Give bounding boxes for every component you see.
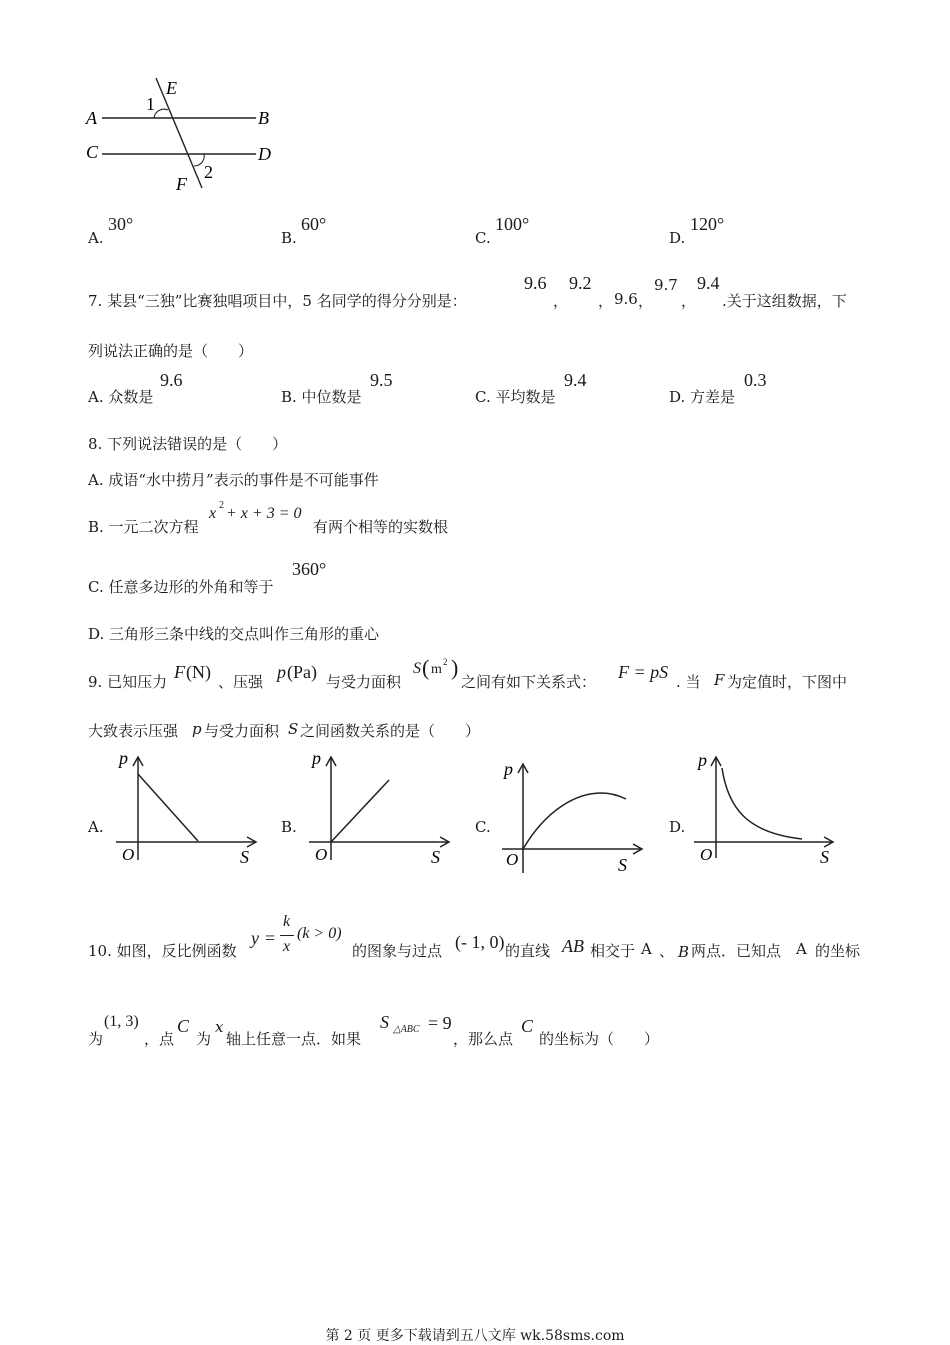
parallel-lines-figure [80, 72, 290, 197]
option-letter: C. [475, 818, 491, 836]
q7-comma-2: ， [598, 292, 614, 310]
q7-score-2: 9.2 [569, 273, 592, 293]
q10-S-value: = 9 [428, 1013, 452, 1033]
q9-p-symbol: p [277, 662, 286, 682]
x-axis-label: S [240, 847, 249, 867]
q7-line1-suffix: .关于这组数据，下 [722, 292, 847, 310]
label-f: F [176, 174, 187, 194]
q10-mid1: 的图象与过点 [352, 942, 443, 960]
q10-coord: (1, 3) [104, 1013, 139, 1030]
q9-line2-S: S [288, 720, 299, 738]
option-value: 30° [108, 214, 134, 234]
option-value: 9.4 [564, 370, 587, 390]
q9-S-unit-open: ( [422, 655, 430, 680]
q10-mid2: 的直线 [505, 942, 551, 960]
option-text-prefix: C. 任意多边形的外角和等于 [88, 578, 274, 596]
y-axis-label: p [698, 750, 707, 770]
q10-eq: = [265, 928, 276, 948]
q9-line1-F: F [714, 671, 725, 689]
option-text: D. 方差是 [669, 388, 736, 406]
option-text: A. 众数是 [88, 388, 154, 406]
q9-S-unit-close: ) [451, 655, 459, 680]
q10-mid5: 的坐标 [815, 942, 861, 960]
q10-sep: 、 [659, 942, 675, 960]
label-angle-1: 1 [146, 94, 155, 114]
q10-frac-num: k [283, 913, 291, 930]
label-b: B [258, 108, 269, 128]
q10-x: x [215, 1018, 224, 1036]
label-d: D [258, 144, 271, 164]
q7-line2: 列说法正确的是（ ） [88, 342, 254, 360]
option-letter: B. [281, 229, 297, 247]
label-angle-2: 2 [204, 162, 213, 182]
option-value: 100° [495, 214, 530, 234]
option-value: 9.6 [160, 370, 183, 390]
q10-y: y [251, 928, 259, 948]
q9-line2-a: 大致表示压强 [88, 722, 179, 740]
q10-prefix: 10. 如图，反比例函数 [88, 942, 237, 960]
line-ef [156, 78, 202, 188]
q10-A2: A [796, 940, 807, 958]
option-value: 9.5 [370, 370, 393, 390]
origin-label: O [506, 850, 519, 869]
q10-line2-b: ，点 [144, 1030, 175, 1048]
q10-S-subscript: △ABC [393, 1024, 420, 1035]
option-text: C. 平均数是 [475, 388, 556, 406]
option-value: 0.3 [744, 370, 767, 390]
option-letter: B. [281, 818, 297, 836]
q10-AB: AB [562, 936, 584, 956]
label-e: E [166, 78, 177, 98]
q9-line2-p: p [192, 720, 202, 738]
q7-comma-1: ， [553, 292, 569, 310]
page-footer: 第 2 页 更多下载请到五八文库 wk.58sms.com [325, 1328, 625, 1344]
q10-C: C [177, 1016, 190, 1036]
option-text: D. 三角形三条中线的交点叫作三角形的重心 [88, 625, 380, 643]
q9-rel-text: 之间有如下关系式： [461, 673, 597, 691]
angle-2-arc [194, 154, 204, 166]
origin-label: O [122, 845, 135, 864]
q7-line1-prefix: 7. 某县“三独”比赛独唱项目中，5 名同学的得分分别是： [88, 292, 467, 310]
q7-score-4: 9.7 [654, 276, 678, 294]
q10-line2-d: 轴上任意一点．如果 [226, 1030, 362, 1048]
x-axis-label: S [618, 855, 627, 875]
x-axis-label: S [820, 847, 829, 867]
option-text: A. 成语“水中捞月”表示的事件是不可能事件 [88, 471, 379, 489]
q9-S-symbol: S [413, 660, 421, 677]
q10-frac-bar [280, 935, 294, 936]
equation-rest: + x + 3 = 0 [226, 505, 302, 522]
q9-prefix: 9. 已知压力 [88, 673, 168, 691]
q10-mid4: 两点．已知点 [691, 942, 782, 960]
q10-line2-f: 的坐标为（ ） [539, 1030, 660, 1048]
equation-x: x [209, 505, 217, 522]
graph-curve [722, 768, 802, 839]
graph-inverse-proportion [692, 748, 842, 873]
q10-point: (- 1, 0) [455, 932, 505, 952]
option-value: 120° [690, 214, 725, 234]
label-c: C [86, 142, 99, 162]
q9-F-unit: (N) [186, 662, 211, 682]
x-axis-label: S [431, 847, 440, 867]
y-axis-label: p [119, 748, 128, 768]
q10-frac-den: x [283, 938, 291, 955]
q7-comma-4: ， [681, 292, 697, 310]
graph-linear-increasing [303, 748, 458, 873]
q9-mid: 与受力面积 [326, 673, 402, 691]
origin-label: O [700, 845, 713, 864]
y-axis-label: p [312, 748, 321, 768]
q10-mid3: 相交于 [590, 942, 636, 960]
origin-label: O [315, 845, 328, 864]
q10-line2-e: ，那么点 [453, 1030, 514, 1048]
q10-B1: B [678, 943, 690, 961]
option-letter: C. [475, 229, 491, 247]
q10-A1: A [641, 940, 652, 958]
q7-score-5: 9.4 [697, 273, 720, 293]
q10-condition: (k > 0) [297, 925, 342, 942]
q10-line2-a: 为 [88, 1030, 104, 1048]
option-letter: A. [88, 229, 104, 247]
q9-F-symbol: F [174, 662, 185, 682]
graph-curve [523, 793, 626, 849]
option-value: 360° [292, 559, 327, 579]
q9-sep1: 、压强 [218, 673, 264, 691]
q9-line2-b: 与受力面积 [204, 722, 280, 740]
q9-p-unit: (Pa) [287, 662, 317, 682]
q9-formula: F = pS [618, 662, 669, 682]
option-value: 60° [301, 214, 327, 234]
q10-C2: C [521, 1016, 534, 1036]
q9-line1-suffix-b: 为定值时，下图中 [727, 673, 848, 691]
option-text-suffix: 有两个相等的实数根 [313, 518, 449, 536]
option-text-prefix: B. 一元二次方程 [88, 518, 199, 536]
q7-comma-3: ， [638, 292, 654, 310]
q9-line1-suffix-a: . 当 [676, 673, 701, 691]
graph-concave-curve [496, 755, 651, 880]
q10-S-symbol: S [380, 1012, 389, 1032]
q8-stem: 8. 下列说法错误的是（ ） [88, 435, 288, 453]
graph-curve [331, 780, 389, 842]
option-letter: A. [88, 818, 104, 836]
q9-S-unit-exp: 2 [443, 657, 448, 667]
label-a: A [86, 108, 97, 128]
option-letter: D. [669, 229, 686, 247]
option-text: B. 中位数是 [281, 388, 362, 406]
option-letter: D. [669, 818, 686, 836]
q7-score-3: 9.6 [614, 290, 638, 308]
graph-linear-decreasing [110, 748, 265, 873]
q10-line2-c: 为 [196, 1030, 212, 1048]
q9-S-unit: m [431, 662, 442, 677]
q7-score-1: 9.6 [524, 273, 547, 293]
q9-line2-c: 之间函数关系的是（ ） [300, 722, 481, 740]
equation-exponent: 2 [219, 500, 224, 511]
graph-curve [138, 774, 198, 841]
y-axis-label: p [504, 759, 513, 779]
angle-1-arc [154, 109, 168, 118]
